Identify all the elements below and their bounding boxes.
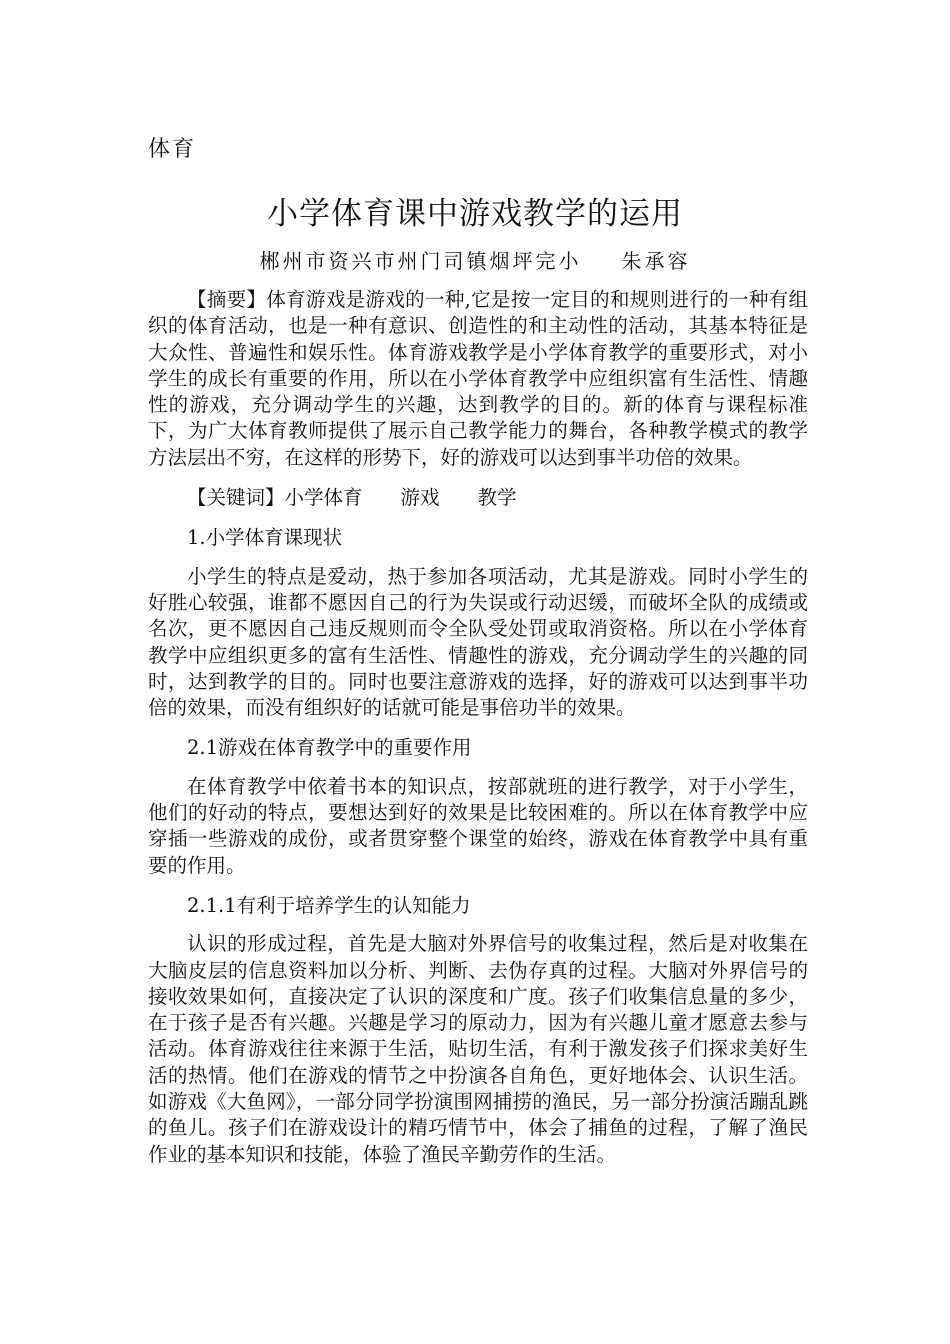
category-label: 体育 xyxy=(148,137,197,162)
section-paragraph: 小学生的特点是爱动，热于参加各项活动，尤其是游戏。同时小学生的好胜心较强，谁都不愿因自己的行为失误或行动迟缓，而破坏全队的成绩或名次，更不愿因自己违反规则而令全队受处罚或取消资格。所以在小学体育教学中应组织更多的富有生活性、情趣性的游戏，充分调动学生的兴趣的同时，达到教学的目的。同时也要注意游戏的选择，好的游戏可以达到事半功倍的效果，而没有组织好的话就可能是事倍功半的效果。 xyxy=(148,564,808,720)
author-name: 朱承容 xyxy=(621,249,691,273)
keyword: 教学 xyxy=(477,486,517,510)
document-title: 小学体育课中游戏教学的运用 xyxy=(267,196,683,232)
abstract-label: 【摘要】 xyxy=(187,288,267,311)
document-body xyxy=(148,287,808,1182)
keywords xyxy=(148,485,808,511)
section-heading: 2.1.1有利于培养学生的认知能力 xyxy=(187,893,471,917)
abstract xyxy=(148,287,808,471)
keywords-label: 【关键词】 xyxy=(187,486,285,510)
keyword: 游戏 xyxy=(400,486,440,510)
section-paragraph: 在体育教学中依着书本的知识点，按部就班的进行教学，对于小学生，他们的好动的特点，要想达到好的效果是比较困难的。所以在体育教学中应穿插一些游戏的成份，或者贯穿整个课堂的始终，游戏在体育教学中具有重要的作用。 xyxy=(148,774,808,877)
section-heading: 1.小学体育课现状 xyxy=(187,526,343,550)
byline xyxy=(0,246,950,276)
author-affiliation: 郴州市资兴市州门司镇烟坪完小 xyxy=(259,249,582,273)
keyword: 小学体育 xyxy=(284,486,363,510)
section-heading: 2.1游戏在体育教学中的重要作用 xyxy=(187,736,472,760)
section-paragraph: 认识的形成过程，首先是大脑对外界信号的收集过程，然后是对收集在大脑皮层的信息资料加以分析、判断、去伪存真的过程。大脑对外界信号的接收效果如何，直接决定了认识的深度和广度。孩子们收集信息量的多少，在于孩子是否有兴趣。兴趣是学习的原动力，因为有兴趣儿童才愿意去参与活动。体育游戏往往来源于生活，贴切生活，有利于激发孩子们探求美好生活的热情。他们在游戏的情节之中扮演各自角色，更好地体会、认识生活。如游戏《大鱼网》，一部分同学扮演围网捕捞的渔民，另一部分扮演活蹦乱跳的鱼儿。孩子们在游戏设计的精巧情节中，体会了捕鱼的过程，了解了渔民作业的基本知识和技能，体验了渔民辛勤劳作的生活。 xyxy=(148,932,808,1166)
abstract-text: 体育游戏是游戏的一种,它是按一定目的和规则进行的一种有组织的体育活动，也是一种有意识、创造性的和主动性的活动，其基本特征是大众性、普遍性和娱乐性。体育游戏教学是小学体育教学的重要形式，对小学生的成长有重要的作用，所以在小学体育教学中应组织富有生活性、情趣性的游戏，充分调动学生的兴趣，达到教学的目的。新的体育与课程标准下，为广大体育教师提供了展示自己教学能力的舞台，各种教学模式的教学方法层出不穷，在这样的形势下，好的游戏可以达到事半功倍的效果。 xyxy=(148,288,808,469)
